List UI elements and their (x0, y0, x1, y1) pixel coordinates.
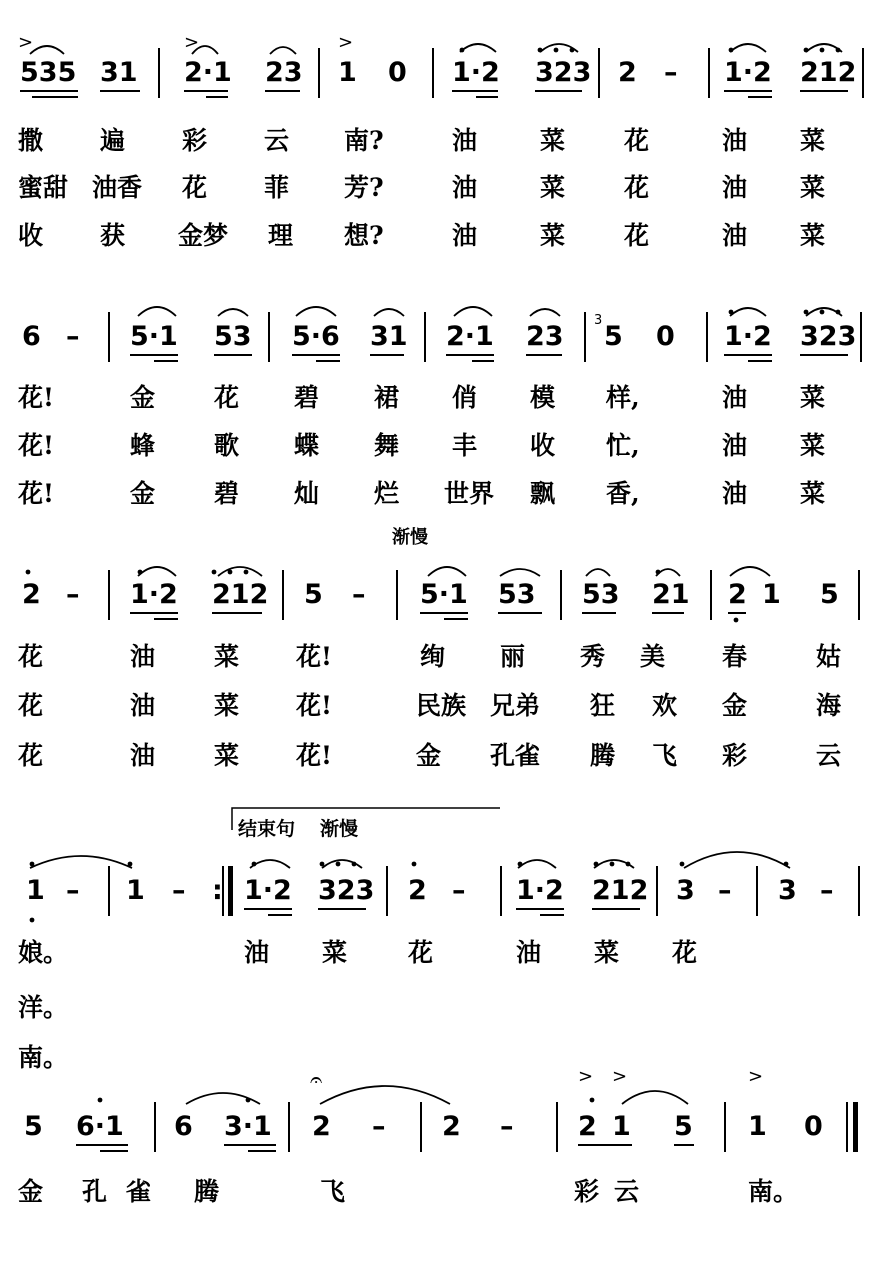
bar-line (708, 48, 710, 98)
lyric: 花! (296, 691, 332, 720)
lyric: 花 (18, 642, 44, 671)
lyric: 狂 (590, 691, 616, 720)
lyric: 油 (722, 479, 748, 508)
tempo-marking: 渐慢 (320, 818, 359, 840)
note: 5 (820, 579, 839, 610)
lyric: 彩 (182, 126, 208, 155)
note: 3 (676, 875, 695, 906)
lyric: 花! (296, 642, 332, 671)
lyric: 俏 (452, 383, 478, 412)
octave-dot (656, 570, 661, 575)
octave-dot (820, 310, 825, 315)
slur (518, 860, 556, 868)
lyric: 花! (18, 431, 54, 460)
bar-line (318, 48, 320, 98)
slur (730, 567, 770, 576)
slur (186, 1093, 260, 1104)
octave-dot (784, 862, 789, 867)
lyric: 孔 (82, 1177, 108, 1206)
lyric: 南? (344, 126, 384, 155)
lyric: 撒 (18, 126, 44, 155)
lyric: 菜 (322, 938, 348, 967)
note: 2 (442, 1111, 461, 1142)
lyric: 舞 (374, 431, 400, 460)
slur (30, 46, 64, 54)
note: 2 (312, 1111, 331, 1142)
lyric: 金 (18, 1177, 44, 1206)
lyric: 油 (130, 741, 156, 770)
lyric: 南。 (748, 1177, 799, 1206)
bar-line (584, 312, 586, 362)
note-group: 5·1 (130, 321, 178, 352)
dash: – (372, 1111, 386, 1142)
lyric: 菜 (540, 126, 566, 155)
lyric: 油 (452, 221, 478, 250)
lyric: 菜 (800, 431, 826, 460)
accent-mark: > (612, 1066, 628, 1087)
octave-dot (836, 48, 841, 53)
lyric: 飘 (530, 479, 556, 508)
accent-mark: > (748, 1066, 764, 1087)
lyric: 蝶 (294, 431, 320, 460)
slur (586, 569, 610, 576)
lyric: 香, (606, 479, 640, 508)
lyric: 花 (182, 173, 208, 202)
slur (270, 47, 296, 54)
note-group: 5·6 (292, 321, 340, 352)
note: 2 (408, 875, 427, 906)
bar-line (268, 312, 270, 362)
octave-dot (30, 862, 35, 867)
slur (138, 567, 176, 576)
lyric: 花 (672, 938, 698, 967)
note: 2 (618, 57, 637, 88)
lyric: 收 (530, 431, 556, 460)
lyric: 花 (214, 383, 240, 412)
lyric: 金 (130, 479, 156, 508)
lyric: 油 (452, 126, 478, 155)
note: 3 (778, 875, 797, 906)
note: 5 (604, 321, 623, 352)
lyric: 油 (516, 938, 542, 967)
lyric: 菜 (540, 221, 566, 250)
lyric: 油 (130, 691, 156, 720)
lyric: 油 (244, 938, 270, 967)
slur (218, 567, 262, 576)
slur (594, 860, 634, 868)
note-group: 23 (265, 57, 303, 88)
lyric: 孔雀 (490, 741, 541, 770)
octave-dot (336, 862, 341, 867)
bar-line (108, 312, 110, 362)
note-group: 535 (20, 57, 77, 88)
note: 5 (24, 1111, 43, 1142)
lyric: 菜 (800, 221, 826, 250)
octave-dot (626, 862, 631, 867)
lyric: 丽 (500, 642, 526, 671)
note: 2 (728, 579, 747, 610)
octave-dot (352, 862, 357, 867)
lyric: 菜 (214, 642, 240, 671)
dash: – (66, 321, 80, 352)
lyric: 彩 (574, 1177, 600, 1206)
lyric: 丰 (452, 431, 478, 460)
slur (374, 309, 404, 316)
lyric: 菜 (594, 938, 620, 967)
octave-dot (138, 570, 143, 575)
lyric: 云 (264, 126, 290, 155)
note-group: 212 (212, 579, 269, 610)
lyric: 云 (614, 1177, 640, 1206)
bar-line (386, 866, 388, 916)
lyric: 菲 (264, 173, 290, 202)
lyric: 花 (18, 741, 44, 770)
note-group: 31 (100, 57, 138, 88)
slur (250, 860, 290, 868)
lyric: 蜂 (130, 431, 156, 460)
lyric: 遍 (100, 126, 126, 155)
lyric: 金 (130, 383, 156, 412)
note-group: 1·2 (724, 57, 772, 88)
note-group: 31 (370, 321, 408, 352)
rest: 0 (388, 57, 407, 88)
accent-mark: > (18, 32, 34, 53)
accent-mark: > (184, 32, 200, 53)
lyric: 油 (722, 383, 748, 412)
slur (322, 860, 362, 868)
bar-line (656, 866, 658, 916)
bar-line (598, 48, 600, 98)
octave-dot (820, 48, 825, 53)
note: 5 (304, 579, 323, 610)
lyric: 模 (530, 383, 556, 412)
lyric: 碧 (214, 479, 240, 508)
note-group: 323 (318, 875, 375, 906)
lyric: 金 (416, 741, 442, 770)
note-group: 1·2 (516, 875, 564, 906)
repeat-bar-thick (228, 866, 233, 916)
lyric: 烂 (374, 479, 400, 508)
lyric: 花 (624, 221, 650, 250)
dash: – (172, 875, 186, 906)
lyric: 姑 (816, 642, 842, 671)
lyric: 云 (816, 741, 842, 770)
ending-label: 结束句 (238, 818, 296, 840)
lyric: 秀 (580, 642, 606, 671)
slur (730, 44, 766, 52)
lyric: 想? (344, 221, 384, 250)
bar-line (432, 48, 434, 98)
lyric: 油 (452, 173, 478, 202)
rest: 0 (656, 321, 675, 352)
lyric: 油 (722, 221, 748, 250)
note: 2 (578, 1111, 597, 1142)
lyric: 花 (18, 691, 44, 720)
slur (460, 44, 496, 52)
octave-dot (729, 310, 734, 315)
octave-dot (98, 1098, 103, 1103)
note-group: 53 (582, 579, 620, 610)
octave-dot (460, 48, 465, 53)
lyric: 飞 (652, 741, 678, 770)
lyric: 油香 (92, 173, 143, 202)
lyric: 春 (722, 642, 748, 671)
lyric: 花! (18, 479, 54, 508)
note-group: 1·2 (724, 321, 772, 352)
lyric: 花! (296, 741, 332, 770)
octave-dot (590, 1098, 595, 1103)
note-group: 5·1 (420, 579, 468, 610)
bar-line (108, 570, 110, 620)
final-bar-thin (846, 1102, 848, 1152)
lyric: 收 (18, 221, 44, 250)
bar-line (706, 312, 708, 362)
bar-line (560, 570, 562, 620)
dash: – (820, 875, 834, 906)
octave-dot (836, 310, 841, 315)
slur (454, 307, 492, 316)
bar-line (158, 48, 160, 98)
bar-line (556, 1102, 558, 1152)
slur (540, 44, 578, 52)
lyric: 菜 (214, 741, 240, 770)
note: 1 (748, 1111, 767, 1142)
octave-dot (680, 862, 685, 867)
slur (30, 856, 132, 868)
slur (806, 44, 842, 52)
slur (530, 309, 560, 316)
slur (296, 307, 336, 316)
grace-note: 3 (594, 313, 603, 328)
slur (138, 307, 176, 316)
octave-dot (412, 862, 417, 867)
lyric: 洋。 (18, 993, 69, 1022)
tempo-marking: 渐慢 (392, 527, 428, 548)
lyric: 获 (100, 221, 126, 250)
lyric: 菜 (800, 126, 826, 155)
bar-line (288, 1102, 290, 1152)
note: 2 (22, 579, 41, 610)
lyric: 蜜甜 (18, 173, 69, 202)
octave-dot (538, 48, 543, 53)
slur (218, 309, 248, 316)
slur (806, 308, 842, 316)
note-group: 53 (498, 579, 536, 610)
slur (622, 1091, 688, 1104)
dash: – (66, 579, 80, 610)
note-group: 1·2 (130, 579, 178, 610)
lyric: 欢 (652, 691, 678, 720)
bar-line (858, 866, 860, 916)
lyric: 菜 (800, 479, 826, 508)
dash: – (718, 875, 732, 906)
note-group: 6·1 (76, 1111, 124, 1142)
octave-dot (228, 570, 233, 575)
lyric: 油 (722, 126, 748, 155)
lyric: 雀 (126, 1177, 152, 1206)
lyric: 绚 (420, 642, 446, 671)
lyric: 花 (624, 173, 650, 202)
repeat-dots: : (212, 875, 223, 906)
lyric: 菜 (800, 383, 826, 412)
lyric: 世界 (444, 479, 495, 508)
octave-dot (734, 618, 739, 623)
note: 1 (612, 1111, 631, 1142)
lyric: 飞 (320, 1177, 346, 1206)
note-group: 1·2 (452, 57, 500, 88)
octave-dot (26, 570, 31, 575)
repeat-bar-thin (222, 866, 224, 916)
note: 1 (338, 57, 357, 88)
note-group: 3·1 (224, 1111, 272, 1142)
octave-dot (128, 862, 133, 867)
note: 1 (126, 875, 145, 906)
accent-mark: > (338, 32, 354, 53)
bar-line (424, 312, 426, 362)
dash: – (352, 579, 366, 610)
octave-dot (594, 862, 599, 867)
octave-dot (610, 862, 615, 867)
note-group: 212 (592, 875, 649, 906)
rest: 0 (804, 1111, 823, 1142)
note-group: 53 (214, 321, 252, 352)
note-group: 323 (800, 321, 857, 352)
dash: – (66, 875, 80, 906)
lyric: 花 (408, 938, 434, 967)
lyric: 油 (722, 431, 748, 460)
lyric: 菜 (214, 691, 240, 720)
bar-line (724, 1102, 726, 1152)
bar-line (860, 312, 862, 362)
note-group: 1·2 (244, 875, 292, 906)
lyric: 南。 (18, 1043, 69, 1072)
note: 6 (174, 1111, 193, 1142)
note-group: 323 (535, 57, 592, 88)
note-group: 2·1 (446, 321, 494, 352)
note-group: 212 (800, 57, 857, 88)
lyric: 菜 (800, 173, 826, 202)
lyric: 油 (130, 642, 156, 671)
dash: – (500, 1111, 514, 1142)
final-bar-thick (853, 1102, 858, 1152)
octave-dot (244, 570, 249, 575)
bar-line (420, 1102, 422, 1152)
bar-line (396, 570, 398, 620)
note: 5 (674, 1111, 693, 1142)
lyric: 菜 (540, 173, 566, 202)
lyric: 金梦 (178, 221, 229, 250)
slur (428, 567, 466, 576)
note-group: 21 (652, 579, 690, 610)
lyric: 油 (722, 173, 748, 202)
lyric: 理 (268, 221, 294, 250)
octave-dot (729, 48, 734, 53)
lyric: 腾 (194, 1177, 220, 1206)
lyric: 芳? (344, 173, 384, 202)
octave-dot (212, 570, 217, 575)
lyric: 腾 (590, 741, 616, 770)
lyric: 兄弟 (490, 691, 541, 720)
bar-line (858, 570, 860, 620)
slur (730, 308, 766, 316)
bar-line (756, 866, 758, 916)
bar-line (282, 570, 284, 620)
bar-line (862, 48, 864, 98)
slur (684, 852, 790, 868)
bar-line (154, 1102, 156, 1152)
lyric: 忙, (606, 431, 640, 460)
octave-dot (518, 862, 523, 867)
bar-line (710, 570, 712, 620)
lyric: 娘。 (18, 938, 69, 967)
note: 1 (26, 875, 45, 906)
lyric: 花! (18, 383, 54, 412)
lyric: 彩 (722, 741, 748, 770)
lyric: 裙 (374, 383, 400, 412)
lyric: 歌 (214, 431, 240, 460)
note: 6 (22, 321, 41, 352)
octave-dot (320, 862, 325, 867)
note-group: 2·1 (184, 57, 232, 88)
lyric: 灿 (294, 479, 320, 508)
note-group: 23 (526, 321, 564, 352)
note: 1 (762, 579, 781, 610)
slur (656, 569, 680, 576)
octave-dot (804, 310, 809, 315)
octave-dot (804, 48, 809, 53)
lyric: 金 (722, 691, 748, 720)
lyric: 美 (640, 642, 666, 671)
octave-dot (570, 48, 575, 53)
lyric: 碧 (294, 383, 320, 412)
lyric: 海 (816, 691, 842, 720)
lyric: 样, (606, 383, 640, 412)
octave-dot (252, 862, 257, 867)
octave-dot (30, 918, 35, 923)
lyric: 花 (624, 126, 650, 155)
lyric: 民族 (416, 691, 467, 720)
fermata-mark: 𝄐 (310, 1068, 323, 1093)
dash: – (664, 57, 678, 88)
octave-dot (554, 48, 559, 53)
bar-line (108, 866, 110, 916)
dash: – (452, 875, 466, 906)
accent-mark: > (578, 1066, 594, 1087)
slur (500, 569, 540, 576)
octave-dot (246, 1098, 251, 1103)
bar-line (500, 866, 502, 916)
slur (320, 1086, 450, 1104)
